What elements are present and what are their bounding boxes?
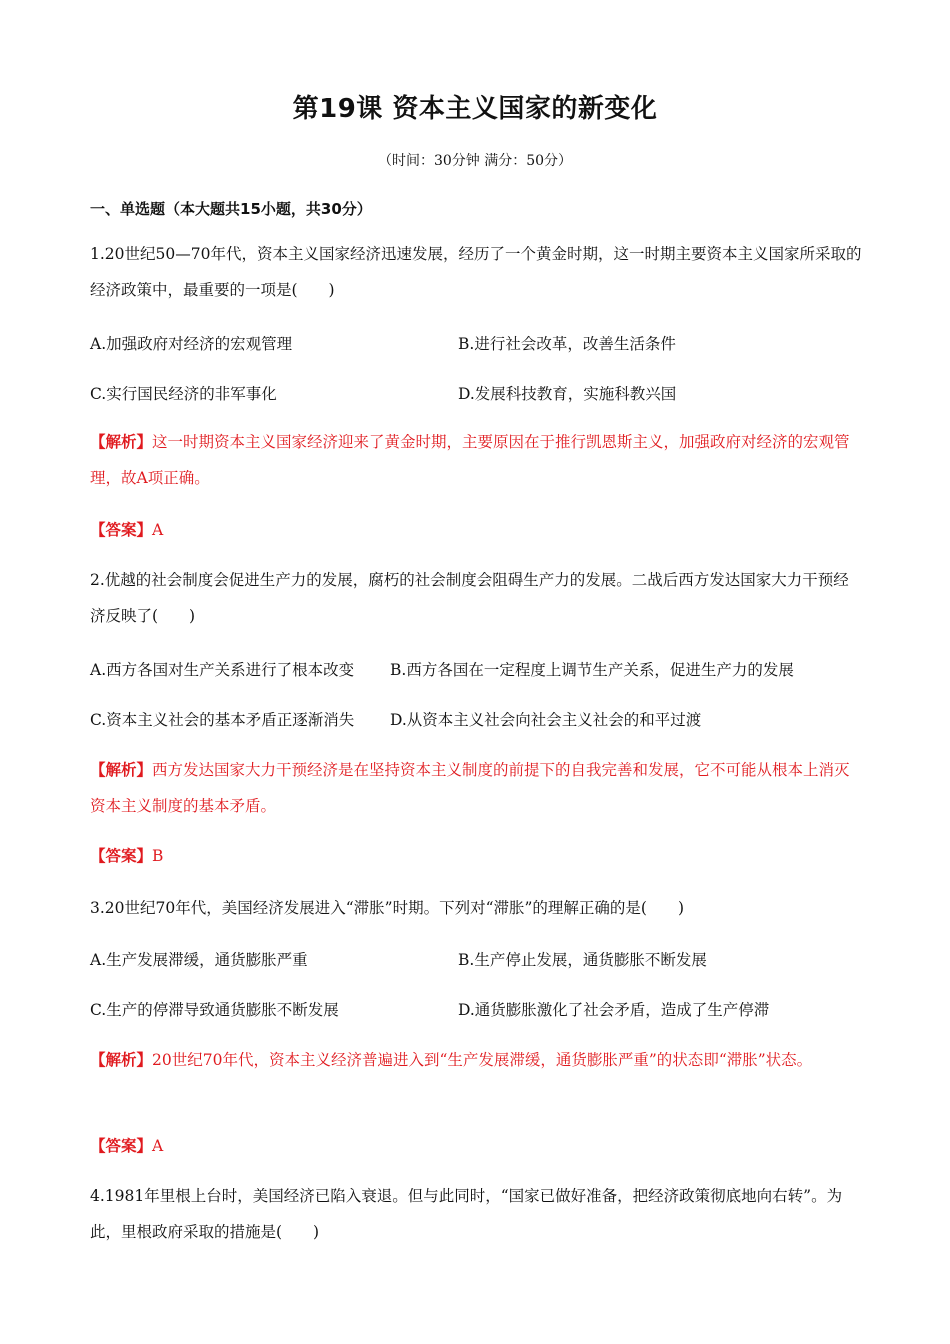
exam-info: （时间：30分钟 满分：50分） xyxy=(377,153,573,169)
answer-tag: 【答案】 xyxy=(90,847,153,865)
analysis-tag: 【解析】 xyxy=(90,761,153,779)
option-c: C.资本主义社会的基本矛盾正逐渐消失 xyxy=(90,711,355,729)
option-c: C.生产的停滞导致通货膨胀不断发展 xyxy=(90,1001,339,1019)
analysis-tag: 【解析】 xyxy=(90,433,153,451)
option-d: D.发展科技教育，实施科教兴国 xyxy=(458,385,677,403)
analysis-text: 这一时期资本主义国家经济迎来了黄金时期，主要原因在于推行凯恩斯主义，加强政府对经济的宏观管理，故A项正确。 xyxy=(90,433,850,487)
option-b: B.西方各国在一定程度上调节生产关系，促进生产力的发展 xyxy=(390,661,794,679)
option-b: B.生产停止发展，通货膨胀不断发展 xyxy=(458,951,707,969)
answer-block xyxy=(90,512,862,548)
analysis-block xyxy=(90,424,862,496)
answer-tag: 【答案】 xyxy=(90,1137,153,1155)
option-a: A.西方各国对生产关系进行了根本改变 xyxy=(90,661,355,679)
question-stem: 3.20世纪70年代，美国经济发展进入“滞胀”时期。下列对“滞胀”的理解正确的是( ) xyxy=(90,899,685,917)
question-stem: 1.20世纪50—70年代，资本主义国家经济迅速发展，经历了一个黄金时期，这一时期主要资本主义国家所采取的经济政策中，最重要的一项是( ) xyxy=(90,245,862,299)
option-d: D.通货膨胀激化了社会矛盾，造成了生产停滞 xyxy=(458,1001,770,1019)
answer-text: B xyxy=(152,847,164,865)
analysis-block xyxy=(90,1042,862,1078)
answer-block xyxy=(90,1128,862,1164)
question-stem: 2.优越的社会制度会促进生产力的发展，腐朽的社会制度会阻碍生产力的发展。二战后西方发达国家大力干预经济反映了( ) xyxy=(90,571,849,625)
page-title: 第19课 资本主义国家的新变化 xyxy=(292,94,658,124)
analysis-tag: 【解析】 xyxy=(90,1051,153,1069)
answer-block xyxy=(90,838,862,874)
answer-text: A xyxy=(152,521,164,539)
analysis-text: 西方发达国家大力干预经济是在坚持资本主义制度的前提下的自我完善和发展，它不可能从根本上消灭资本主义制度的基本矛盾。 xyxy=(90,761,850,815)
option-c: C.实行国民经济的非军事化 xyxy=(90,385,277,403)
option-d: D.从资本主义社会向社会主义社会的和平过渡 xyxy=(390,711,702,729)
section-heading: 一、单选题（本大题共15小题，共30分） xyxy=(90,200,372,218)
option-a: A.加强政府对经济的宏观管理 xyxy=(90,335,293,353)
option-a: A.生产发展滞缓，通货膨胀严重 xyxy=(90,951,308,969)
answer-tag: 【答案】 xyxy=(90,521,153,539)
analysis-block xyxy=(90,752,862,824)
analysis-text: 20世纪70年代，资本主义经济普遍进入到“生产发展滞缓，通货膨胀严重”的状态即“滞胀”状态。 xyxy=(152,1051,813,1069)
answer-text: A xyxy=(152,1137,164,1155)
option-b: B.进行社会改革，改善生活条件 xyxy=(458,335,676,353)
question-stem: 4.1981年里根上台时，美国经济已陷入衰退。但与此同时，“国家已做好准备，把经济政策彻底地向右转”。为此，里根政府采取的措施是( ) xyxy=(90,1187,843,1241)
